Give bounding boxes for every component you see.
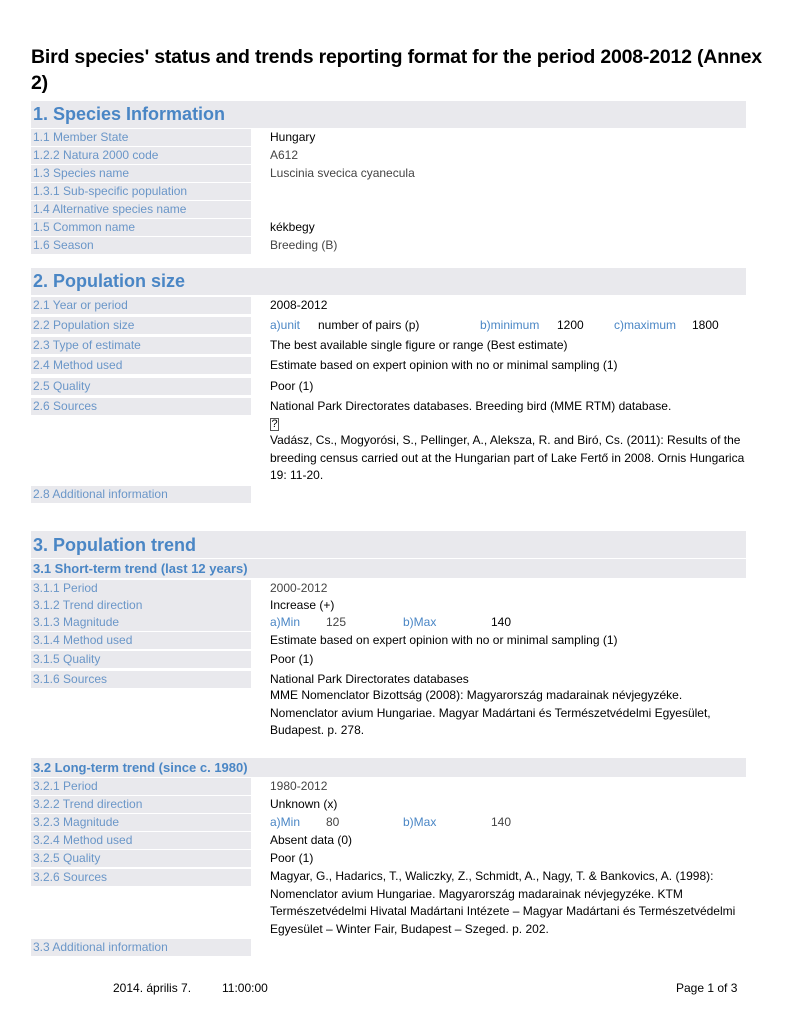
short-quality-label: 3.1.5 Quality <box>31 651 251 668</box>
minimum-value: 1200 <box>557 318 584 332</box>
alternative-species-name-label: 1.4 Alternative species name <box>31 201 251 218</box>
quality-value: Poor (1) <box>270 379 314 393</box>
member-state-label: 1.1 Member State <box>31 129 251 146</box>
maximum-value: 1800 <box>692 318 719 332</box>
short-magnitude-label: 3.1.3 Magnitude <box>31 614 251 631</box>
short-max-label: b)Max <box>403 615 437 629</box>
long-min-label: a)Min <box>270 815 301 829</box>
short-trend-direction-value: Increase (+) <box>270 598 335 612</box>
short-sources-line: National Park Directorates databases <box>270 672 469 686</box>
unit-label: a)unit <box>270 318 301 332</box>
long-term-trend-heading: 3.2 Long-term trend (since c. 1980) <box>33 760 248 775</box>
short-sources-paragraph: MME Nomenclator Bizottság (2008): Magyarország madarainak névjegyzéke. Nomenclator avium Hungariae. Magyar Madártani és Természetvédelmi Egyesület, Budapest. p. 278. <box>270 688 711 737</box>
method-used-value: Estimate based on expert opinion with no or minimal sampling (1) <box>270 358 618 372</box>
long-period-value: 1980-2012 <box>270 779 328 793</box>
short-quality-value: Poor (1) <box>270 652 314 666</box>
long-method-label: 3.2.4 Method used <box>31 832 251 849</box>
season-value: Breeding (B) <box>270 238 338 252</box>
footer-time: 11:00:00 <box>222 981 268 995</box>
long-max-label: b)Max <box>403 815 437 829</box>
short-method-label: 3.1.4 Method used <box>31 632 251 649</box>
common-name-value: kékbegy <box>270 220 315 234</box>
footer-date: 2014. április 7. <box>113 981 192 995</box>
natura-code-value: A612 <box>270 148 299 162</box>
long-magnitude-label: 3.2.3 Magnitude <box>31 814 251 831</box>
population-size-label: 2.2 Population size <box>31 317 251 334</box>
short-method-value: Estimate based on expert opinion with no or minimal sampling (1) <box>270 633 618 647</box>
short-period-label: 3.1.1 Period <box>31 580 251 597</box>
type-of-estimate-label: 2.3 Type of estimate <box>31 337 251 354</box>
method-used-label: 2.4 Method used <box>31 357 251 374</box>
trend-additional-information-label: 3.3 Additional information <box>31 939 251 956</box>
maximum-label: c)maximum <box>614 318 676 332</box>
sources-paragraph: Vadász, Cs., Mogyorósi, S., Pellinger, A., Aleksza, R. and Biró, Cs. (2011): Results of the breeding census carried out at the Hungarian part of Lake Fertő in 2008. Ornis Hungarica 19: 11-20. <box>270 433 745 482</box>
season-label: 1.6 Season <box>31 237 251 254</box>
natura-code-label: 1.2.2 Natura 2000 code <box>31 147 251 164</box>
long-quality-value: Poor (1) <box>270 851 314 865</box>
long-method-value: Absent data (0) <box>270 833 353 847</box>
additional-information-label: 2.8 Additional information <box>31 486 251 503</box>
section-1-heading: 1. Species Information <box>33 104 226 124</box>
page-title: Bird species' status and trends reporting format for the period 2008-2012 (Annex 2) <box>31 46 762 94</box>
short-min-label: a)Min <box>270 615 301 629</box>
year-or-period-value: 2008-2012 <box>270 298 328 312</box>
short-min-value: 125 <box>326 615 347 629</box>
long-max-value: 140 <box>491 815 512 829</box>
minimum-label: b)minimum <box>480 318 540 332</box>
short-trend-direction-label: 3.1.2 Trend direction <box>31 597 251 614</box>
sub-specific-population-label: 1.3.1 Sub-specific population <box>31 183 251 200</box>
long-sources-label: 3.2.6 Sources <box>31 869 251 886</box>
common-name-label: 1.5 Common name <box>31 219 251 236</box>
short-period-value: 2000-2012 <box>270 581 328 595</box>
member-state-value: Hungary <box>270 130 316 144</box>
short-term-trend-heading: 3.1 Short-term trend (last 12 years) <box>33 561 248 576</box>
long-sources-paragraph: Magyar, G., Hadarics, T., Waliczky, Z., Schmidt, A., Nagy, T. & Bankovics, A. (1998): Nomenclator avium Hungariae. Magyarország madarainak névjegyzéke. KTM Természetvédelmi Hivatal Madártani Intézete – Magyar Madártani és Természetvédelmi Egyesület – Winter Fair, Budapest – Szeged. p. 202. <box>270 869 736 936</box>
species-name-label: 1.3 Species name <box>31 165 251 182</box>
short-sources-label: 3.1.6 Sources <box>31 671 251 688</box>
unit-value: number of pairs (p) <box>318 318 420 332</box>
short-max-value: 140 <box>491 615 512 629</box>
long-quality-label: 3.2.5 Quality <box>31 850 251 867</box>
section-2-heading: 2. Population size <box>33 271 186 291</box>
sources-line: National Park Directorates databases. Breeding bird (MME RTM) database. <box>270 399 672 413</box>
long-min-value: 80 <box>326 815 340 829</box>
quality-label: 2.5 Quality <box>31 378 251 395</box>
sources-label: 2.6 Sources <box>31 398 251 415</box>
species-name-value: Luscinia svecica cyanecula <box>270 166 415 180</box>
section-3-heading: 3. Population trend <box>33 535 197 555</box>
year-or-period-label: 2.1 Year or period <box>31 297 251 314</box>
type-of-estimate-value: The best available single figure or range (Best estimate) <box>270 338 568 352</box>
footer-page-number: Page 1 of 3 <box>676 981 738 995</box>
long-trend-direction-value: Unknown (x) <box>270 797 338 811</box>
long-period-label: 3.2.1 Period <box>31 778 251 795</box>
long-trend-direction-label: 3.2.2 Trend direction <box>31 796 251 813</box>
missing-glyph-icon: ? <box>271 418 278 430</box>
